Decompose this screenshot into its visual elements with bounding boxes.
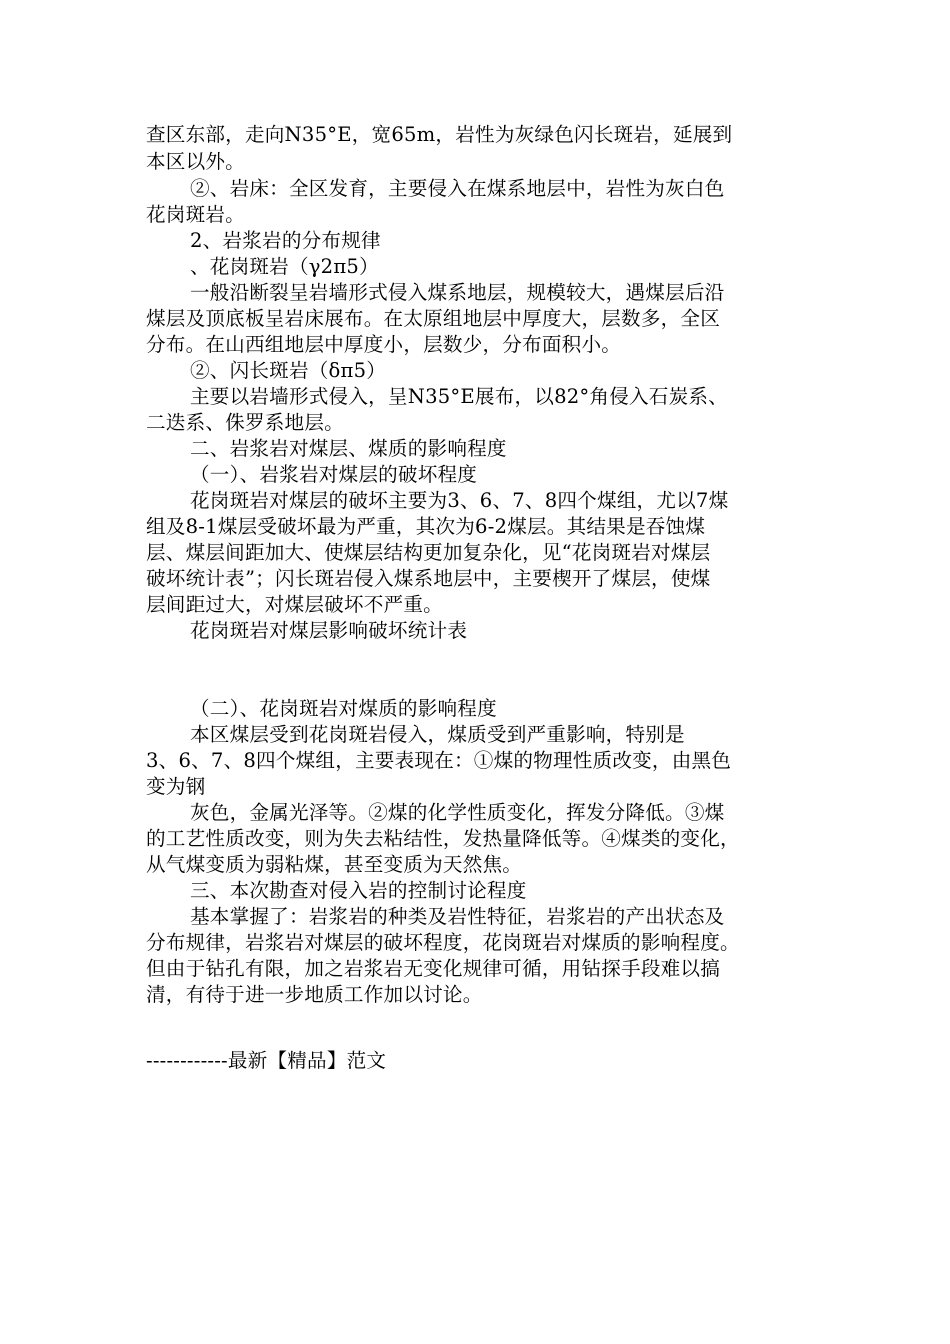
text-line: 清，有待于进一步地质工作加以讨论。 (146, 983, 483, 1006)
text-line: 但由于钻孔有限，加之岩浆岩无变化规律可循，用钻探手段难以搞 (146, 957, 721, 980)
text-line: 一般沿断裂呈岩墙形式侵入煤系地层，规模较大，遇煤层后沿 (190, 281, 725, 304)
subsection-heading: （二）、花岗斑岩对煤质的影响程度 (190, 697, 497, 720)
text-line: ②、岩床：全区发育，主要侵入在煤系地层中，岩性为灰白色 (190, 177, 725, 200)
text-line: 的工艺性质改变，则为失去粘结性，发热量降低等。④煤类的变化， (146, 827, 740, 850)
text-line: 层间距过大，对煤层破坏不严重。 (146, 593, 443, 616)
table-caption: 花岗斑岩对煤层影响破坏统计表 (190, 619, 468, 642)
footer-text: ------------最新【精品】范文 (146, 1049, 387, 1072)
text-line: 花岗斑岩对煤层的破坏主要为3、6、7、8四个煤组，尤以7煤 (190, 489, 729, 512)
text-line: 灰色，金属光泽等。②煤的化学性质变化，挥发分降低。③煤 (190, 801, 725, 824)
section-heading: 三、本次勘查对侵入岩的控制讨论程度 (190, 879, 527, 902)
section-heading: 2、岩浆岩的分布规律 (190, 229, 381, 252)
text-line: 分布规律，岩浆岩对煤层的破坏程度，花岗斑岩对煤质的影响程度。 (146, 931, 740, 954)
subsection-heading: （一）、岩浆岩对煤层的破坏程度 (190, 463, 478, 486)
text-line: 二迭系、侏罗系地层。 (146, 411, 344, 434)
text-line: 从气煤变质为弱粘煤，甚至变质为天然焦。 (146, 853, 523, 876)
text-line: 组及8-1煤层受破坏最为严重，其次为6-2煤层。其结果是吞蚀煤 (146, 515, 706, 538)
text-line: 变为钢 (146, 775, 206, 798)
text-line: 破坏统计表”；闪长斑岩侵入煤系地层中，主要楔开了煤层，使煤 (146, 567, 711, 590)
section-heading: 二、岩浆岩对煤层、煤质的影响程度 (190, 437, 507, 460)
text-line: 分布。在山西组地层中厚度小，层数少，分布面积小。 (146, 333, 622, 356)
text-line: 层、煤层间距加大、使煤层结构更加复杂化，见“花岗斑岩对煤层 (146, 541, 711, 564)
subsection-heading: ②、闪长斑岩（δπ5） (190, 359, 387, 382)
text-line: 本区煤层受到花岗斑岩侵入，煤质受到严重影响，特别是 (190, 723, 685, 746)
text-line: 花岗斑岩。 (146, 203, 245, 226)
subsection-heading: 、花岗斑岩（γ2π5） (190, 255, 379, 278)
text-line: 基本掌握了：岩浆岩的种类及岩性特征，岩浆岩的产出状态及 (190, 905, 725, 928)
text-line: 煤层及顶底板呈岩床展布。在太原组地层中厚度大，层数多，全区 (146, 307, 721, 330)
text-line: 3、6、7、8四个煤组，主要表现在：①煤的物理性质改变，由黑色 (146, 749, 732, 772)
text-line: 主要以岩墙形式侵入，呈N35°E展布，以82°角侵入石炭系、 (190, 385, 728, 408)
text-line: 本区以外。 (146, 150, 245, 173)
text-line: 查区东部，走向N35°E，宽65m，岩性为灰绿色闪长斑岩，延展到 (146, 123, 733, 146)
